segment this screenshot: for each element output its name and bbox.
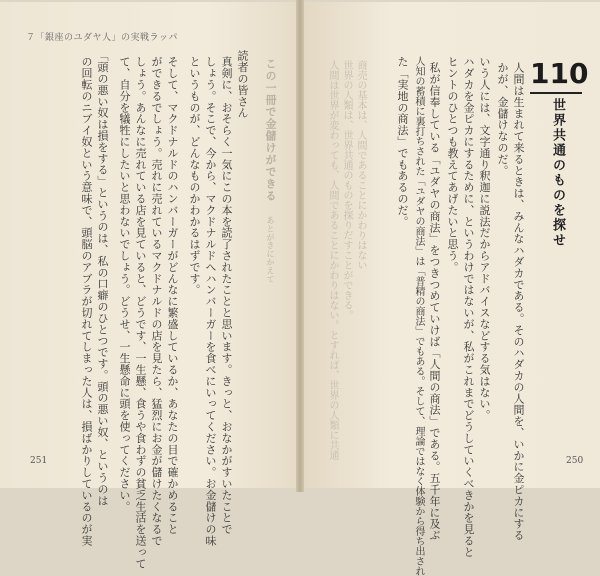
show-through-column-1: 人間は世界が変わっても、人間であることにかわりはない。とすれば、世界の人類に共通	[327, 60, 338, 460]
show-through-column-2: 世界の人類は、世界共通のものを探りだすことができる。	[341, 60, 352, 320]
right-column-8: た「実地の商法」でもあるのだ。	[396, 56, 409, 227]
afterword-title-sub: あとがきにかえて	[266, 216, 275, 284]
chapter-title: 世界共通のものを探せ	[550, 98, 565, 248]
left-column-1: 読者の皆さん	[236, 50, 249, 119]
left-column-6: ができるでしょう。売れに売れているマクドナルドの店を見たら、猛烈にお金が儲けたくなるで	[150, 56, 163, 547]
running-head-horizontal: ７「銀座のユダヤ人」の実戦ラッパ	[26, 33, 178, 43]
left-column-4: というものが、どんなものかわかるはずです。	[188, 56, 201, 296]
right-folio: 250	[566, 456, 584, 466]
left-column-10: の回転のニブイ奴という意味で、頭脳のアブラが切れてしまった人は、損ばかりしているのが実	[80, 56, 93, 547]
book-gutter	[296, 0, 304, 492]
right-column-7: 人知の蓄積に裏打ちされた「ユダヤの商法」は「普精の商法」でもある。そして、理論ではなく体験から得ち出され	[413, 56, 424, 576]
right-column-3: いう人には、文字通り釈迦に説法だからアドバイスなどする気はない。	[478, 56, 491, 421]
left-column-3: しょう。そこで、今から、マクドナルドへハンバーガーを食べにいってください。お金儲けの味	[204, 56, 217, 547]
show-through-column-3: 商売の基本は、人間であることにかわりはない	[355, 60, 366, 270]
right-column-4: ハダカを金ピカにするために、というわけではないが、私がこれまでどうしていくべきかを見ると	[462, 56, 475, 558]
afterword-title	[262, 58, 278, 283]
left-column-8: て、自分を犠牲にしたいと思わないでしょう。どうせ、一生懸命に頭を使ってください。	[118, 56, 131, 512]
left-page	[0, 2, 296, 488]
right-column-1: 人間は生まれて来るときは、みんなハダカである。そのハダカの人間を、いかに金ピカにする	[512, 62, 525, 541]
left-folio: 251	[30, 456, 48, 466]
chapter-number: 110	[530, 58, 582, 94]
right-column-2: かが、金儲けなのだ。	[496, 62, 509, 176]
left-column-9: 「頭の悪い奴は損をする」というのは、私の口癖のひとつです。頭の悪い奴、というのは	[96, 50, 109, 506]
left-column-5: そして、マクドナルドのハンバーガーがどんなに繁盛しているか、あなたの目で確かめること	[166, 56, 179, 535]
right-column-6: 私が信奉している「ユダヤの商法」をつきつめていけば「人間の商法」である。五千年に及ぶ	[428, 62, 441, 541]
afterword-title-main: この一冊で金儲けができる	[264, 58, 277, 202]
left-column-7: しょう。あんなに売れている店を見ていると、どうです、一生懸、食うや食わずの貧乏生活を送って	[134, 56, 147, 569]
left-column-2: 真剣に、おそらく一気にこの本を読了されたことと思います。きっと、おなかがすいたことで	[220, 56, 233, 535]
right-column-5: ヒントのひとつも教えてあげたいと思う。	[446, 56, 459, 273]
